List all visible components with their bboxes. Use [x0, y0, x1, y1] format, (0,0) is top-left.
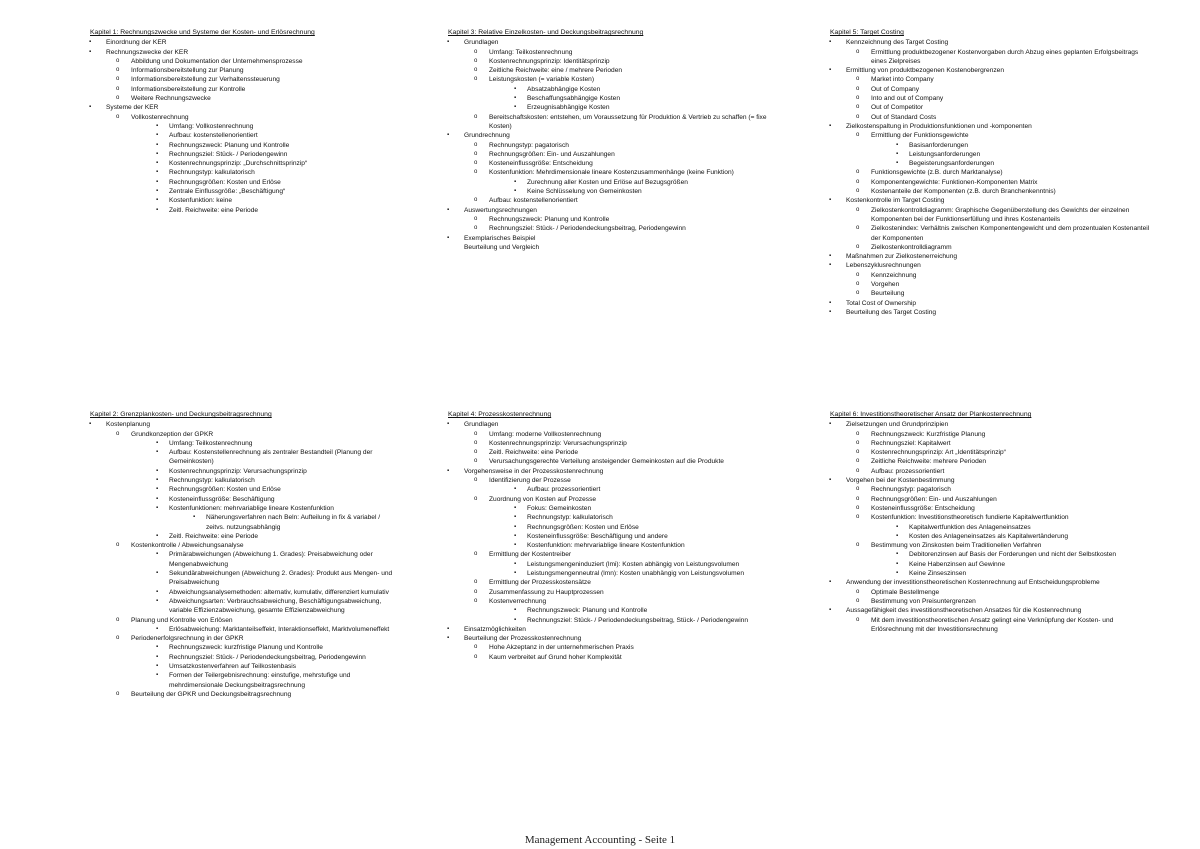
outline-item: o Kostenanteile der Komponenten (z.B. durch Branchenkenntnis): [830, 187, 1150, 196]
outline-item: o Grundkonzeption der GPKR: [90, 430, 400, 439]
outline-item: ▪ Auswertungsrechnungen: [448, 206, 778, 215]
outline-item: o Out of Competitor: [830, 103, 1150, 112]
outline-item: o Ermittlung der Funktionsgewichte: [830, 131, 1150, 140]
outline-item: o Zeitliche Reichweite: eine / mehrere Perioden: [448, 66, 778, 75]
outline-item: o Periodenerfolgsrechnung in der GPKR: [90, 634, 400, 643]
section-kapitel-3: [448, 28, 778, 252]
outline-item: ▪ Leistungsanforderungen: [830, 150, 1150, 159]
outline-item: ▪ Rechnungszwecke der KER: [90, 48, 400, 57]
outline-item: o Into and out of Company: [830, 94, 1150, 103]
outline-item: o Zeitliche Reichweite: mehrere Perioden: [830, 457, 1150, 466]
outline-item: o Planung und Kontrolle von Erlösen: [90, 616, 400, 625]
outline-item: ▪ Rechnungsziel: Stück- / Periodendeckungsbeitrag, Periodengewinn: [90, 653, 400, 662]
outline-item: o Zusammenfassung zu Hauptprozessen: [448, 588, 768, 597]
outline-item: ▪ Leistungsmengenneutral (lmn): Kosten unabhängig von Leistungsvolumen: [448, 569, 768, 578]
outline-item: o Rechnungszweck: Planung und Kontrolle: [448, 215, 778, 224]
outline-item: ▪ Umfang: Teilkostenrechnung: [90, 439, 400, 448]
outline-item: ▪ Kapitalwertfunktion des Anlageneinsatzes: [830, 523, 1150, 532]
outline-item: ▪ Rechnungsgrößen: Kosten und Erlöse: [90, 178, 400, 187]
outline-item: o Kennzeichnung: [830, 271, 1150, 280]
outline-item: o Hohe Akzeptanz in der unternehmerischen Praxis: [448, 643, 768, 652]
outline-item: ▪ Anwendung der investitionstheoretischen Kostenrechnung auf Entscheidungsprobleme: [830, 578, 1150, 587]
outline-item: ▪ Erlösabweichung: Marktanteilseffekt, Interaktionseffekt, Marktvolumeneffekt: [90, 625, 400, 634]
outline-item: ▪ Kostenkontrolle im Target Costing: [830, 196, 1150, 205]
outline-list: [448, 38, 778, 252]
outline-item: o Bestimmung von Zinskosten beim Traditionellen Verfahren: [830, 541, 1150, 550]
outline-item: o Informationsbereitstellung zur Verhaltenssteuerung: [90, 75, 400, 84]
outline-item: ▪ Einordnung der KER: [90, 38, 400, 47]
outline-item: o Rechnungsgrößen: Ein- und Auszahlungen: [448, 150, 778, 159]
outline-item: o Ermittlung produktbezogener Kostenvorgaben durch Abzug eines geplanten Erfolgsbeitrags eines Zielpreises: [830, 48, 1150, 67]
outline-item: ▪ Erzeugnisabhängige Kosten: [448, 103, 778, 112]
outline-item: ▪ Kostenfunktion: mehrvariablige lineare Kostenfunktion: [448, 541, 768, 550]
outline-item: ▪ Leistungsmengeninduziert (lmi): Kosten abhängig von Leistungsvolumen: [448, 560, 768, 569]
outline-item: ▪ Näherungsverfahren nach Beln: Aufteilung in fix & variabel / zeitvs. nutzungsabhängig: [90, 513, 400, 532]
outline-item: ▪ Aufbau: prozessorientiert: [448, 485, 768, 494]
outline-item: o Zielkostenkontrolldiagramm: Graphische Gegenüberstellung des Gewichts der einzelnen Komponenten bei der Funktionserfüllung und ihres Kostenanteils: [830, 206, 1150, 225]
outline-item: o Weitere Rechnungszwecke: [90, 94, 400, 103]
outline-item: ▪ Debitorenzinsen auf Basis der Forderungen und nicht der Selbstkosten: [830, 550, 1150, 559]
outline-item: ▪ Umfang: Vollkostenrechnung: [90, 122, 400, 131]
outline-item: ▪ Zeitl. Reichweite: eine Periode: [90, 532, 400, 541]
outline-item: ▪ Grundlagen: [448, 38, 778, 47]
outline-item: ▪ Formen der Teilergebnisrechnung: einstufige, mehrstufige und mehrdimensionale Deckungsbeitragsrechnung: [90, 671, 400, 690]
outline-item: ▪ Keine Zinseszinsen: [830, 569, 1150, 578]
outline-item: ▪ Kosteneinflussgröße: Beschäftigung: [90, 495, 400, 504]
outline-item: o Out of Company: [830, 85, 1150, 94]
outline-item: o Kosteneinflussgröße: Entscheidung: [830, 504, 1150, 513]
outline-item: ▪ Umsatzkostenverfahren auf Teilkostenbasis: [90, 662, 400, 671]
outline-item: ▪ Beurteilung des Target Costing: [830, 308, 1150, 317]
outline-item: ▪ Zentrale Einflussgröße: „Beschäftigung“: [90, 187, 400, 196]
outline-item: o Informationsbereitstellung zur Kontrolle: [90, 85, 400, 94]
outline-item: ▪ Vorgehensweise in der Prozesskostenrechnung: [448, 467, 768, 476]
outline-item: ▪ Kostenfunktion: keine: [90, 196, 400, 205]
outline-item: o Beurteilung der GPKR und Deckungsbeitragsrechnung: [90, 690, 400, 699]
section-title: Kapitel 1: Rechnungszwecke und Systeme der Kosten- und Erlösrechnung: [90, 29, 315, 36]
outline-item: ▪ Kostenfunktionen: mehrvariablige lineare Kostenfunktion: [90, 504, 400, 513]
outline-item: o Bestimmung von Preisuntergrenzen: [830, 597, 1150, 606]
section-title: Kapitel 4: Prozesskostenrechnung: [448, 411, 552, 418]
outline-item: o Beurteilung: [830, 289, 1150, 298]
outline-item: o Zielkostenkontrolldiagramm: [830, 243, 1150, 252]
outline-item: ▪ Aufbau: Kostenstellenrechnung als zentraler Bestandteil (Planung der Gemeinkosten): [90, 448, 400, 467]
outline-item: o Market into Company: [830, 75, 1150, 84]
outline-item: ▪ Beschaffungsabhängige Kosten: [448, 94, 778, 103]
outline-item: o Kostenverrechnung: [448, 597, 768, 606]
outline-item: ▪ Rechnungszweck: kurzfristige Planung und Kontrolle: [90, 643, 400, 652]
outline-item: o Rechnungsziel: Stück- / Periodendeckungsbeitrag, Periodengewinn: [448, 224, 778, 233]
outline-item: ▪ Kosteneinflussgröße: Beschäftigung und andere: [448, 532, 768, 541]
outline-item: o Aufbau: prozessorientiert: [830, 467, 1150, 476]
outline-item: o Kostenrechnungsprinzip: Verursachungsprinzip: [448, 439, 768, 448]
outline-list: [90, 420, 400, 699]
outline-list: [830, 420, 1150, 634]
outline-item: o Ermittlung der Prozesskostensätze: [448, 578, 768, 587]
outline-item: o Out of Standard Costs: [830, 113, 1150, 122]
outline-item: ▪ Vorgehen bei der Kostenbestimmung: [830, 476, 1150, 485]
outline-item: o Zeitl. Reichweite: eine Periode: [448, 448, 768, 457]
outline-item: ▪ Aufbau: kostenstellenorientiert: [90, 131, 400, 140]
outline-item: ▪ Abweichungsanalysemethoden: alternativ, kumulativ, differenziert kumulativ: [90, 588, 400, 597]
section-kapitel-6: [830, 410, 1150, 634]
outline-item: ▪ Rechnungstyp: kalkulatorisch: [90, 168, 400, 177]
section-title: Kapitel 3: Relative Einzelkosten- und Deckungsbeitragsrechnung: [448, 29, 644, 36]
outline-item: ▪ Begeisterungsanforderungen: [830, 159, 1150, 168]
outline-item: ▪ Rechnungstyp: kalkulatorisch: [90, 476, 400, 485]
outline-item: o Leistungskosten (= variable Kosten): [448, 75, 778, 84]
outline-item: o Verursachungsgerechte Verteilung ansteigender Gemeinkosten auf die Produkte: [448, 457, 768, 466]
section-kapitel-4: [448, 410, 768, 662]
outline-item: o Zielkostenindex: Verhältnis zwischen Komponentengewicht und dem prozentualen Kostenanteil der Komponenten: [830, 224, 1150, 243]
outline-item: o Zuordnung von Kosten auf Prozesse: [448, 495, 768, 504]
outline-list: [448, 420, 768, 662]
outline-item: Beurteilung und Vergleich: [464, 243, 540, 251]
outline-list: [90, 38, 400, 215]
section-title: Kapitel 2: Grenzplankosten- und Deckungsbeitragsrechnung: [90, 411, 272, 418]
outline-item: o Kostenrechnungsprinzip: Art „Identitätsprinzip“: [830, 448, 1150, 457]
outline-item: ▪ Abweichungsarten: Verbrauchsabweichung, Beschäftigungsabweichung, variable Effizienzabweichung, gesamte Effizienzabweichung: [90, 597, 400, 616]
outline-item: ▪ Ermittlung von produktbezogenen Kostenobergrenzen: [830, 66, 1150, 75]
section-kapitel-1: [90, 28, 400, 215]
section-title: Kapitel 5: Target Costing: [830, 29, 904, 36]
outline-item: ▪ Fokus: Gemeinkosten: [448, 504, 768, 513]
outline-item: ▪ Kostenplanung: [90, 420, 400, 429]
outline-item: o Kaum verbreitet auf Grund hoher Komplexität: [448, 653, 768, 662]
outline-item: ▪ Rechnungstyp: kalkulatorisch: [448, 513, 768, 522]
outline-item: ▪ Zielsetzungen und Grundprinzipien: [830, 420, 1150, 429]
outline-item: ▪ Einsatzmöglichkeiten: [448, 625, 768, 634]
outline-item: o Kostenfunktion: Mehrdimensionale lineare Kostenzusammenhänge (keine Funktion): [448, 168, 778, 177]
outline-item: o Bereitschaftskosten: entstehen, um Voraussetzung für Produktion & Vertrieb zu schaffen (= fixe Kosten): [448, 113, 778, 132]
outline-item: o Rechnungstyp: pagatorisch: [448, 141, 778, 150]
page-footer: Management Accounting - Seite 1: [524, 834, 676, 846]
outline-item: ▪ Sekundärabweichungen (Abweichung 2. Grades): Produkt aus Mengen- und Preisabweichung: [90, 569, 400, 588]
outline-item: o Funktionsgewichte (z.B. durch Marktanalyse): [830, 168, 1150, 177]
outline-item: ▪ Basisanforderungen: [830, 141, 1150, 150]
outline-item: ▪ Zielkostenspaltung in Produktionsfunktionen und -komponenten: [830, 122, 1150, 131]
outline-item: ▪ Rechnungsziel: Stück- / Periodendeckungsbeitrag, Stück- / Periodengewinn: [448, 616, 768, 625]
outline-item: ▪ Beurteilung der Prozesskostenrechnung: [448, 634, 768, 643]
outline-item: o Rechnungsziel: Kapitalwert: [830, 439, 1150, 448]
outline-item: ▪ Lebenszyklusrechnungen: [830, 261, 1150, 270]
outline-item: o Aufbau: kostenstellenorientiert: [448, 196, 778, 205]
outline-item: ▪ Rechnungsgrößen: Kosten und Erlöse: [90, 485, 400, 494]
outline-item: o Rechnungszweck: Kurzfristige Planung: [830, 430, 1150, 439]
outline-item: ▪ Aussagefähigkeit des investitionstheoretischen Ansatzes für die Kostenrechnung: [830, 606, 1150, 615]
outline-item: o Informationsbereitstellung zur Planung: [90, 66, 400, 75]
outline-item: o Vorgehen: [830, 280, 1150, 289]
outline-item: o Vollkostenrechnung: [90, 113, 400, 122]
outline-item: ▪ Grundlagen: [448, 420, 768, 429]
outline-item: ▪ Kostenrechnungsprinzip: „Durchschnittsprinzip“: [90, 159, 400, 168]
outline-item: ▪ Kosten des Anlageneinsatzes als Kapitalwertänderung: [830, 532, 1150, 541]
outline-item: ▪ Zeitl. Reichweite: eine Periode: [90, 206, 400, 215]
outline-item: ▪ Maßnahmen zur Zielkostenerreichung: [830, 252, 1150, 261]
outline-item: o Ermittlung der Kostentreiber: [448, 550, 768, 559]
outline-item: o Kostenkontrolle / Abweichungsanalyse: [90, 541, 400, 550]
outline-item: ▪ Rechnungsziel: Stück- / Periodengewinn: [90, 150, 400, 159]
outline-item: o Mit dem investitionstheoretischen Ansatz gelingt eine Verknüpfung der Kosten- und Erlösrechnung mit der Investitionsrechnung: [830, 616, 1150, 635]
outline-item: o Rechnungsgrößen: Ein- und Auszahlungen: [830, 495, 1150, 504]
outline-item: o Kosteneinflussgröße: Entscheidung: [448, 159, 778, 168]
outline-item: o Abbildung und Dokumentation der Unternehmensprozesse: [90, 57, 400, 66]
outline-item: ▪ Absatzabhängige Kosten: [448, 85, 778, 94]
outline-item: ▪ Kennzeichnung des Target Costing: [830, 38, 1150, 47]
outline-item: o Kostenfunktion: Investitionstheoretisch fundierte Kapitalwertfunktion: [830, 513, 1150, 522]
outline-item: o Umfang: Teilkostenrechnung: [448, 48, 778, 57]
outline-item: ▪ Rechnungszweck: Planung und Kontrolle: [448, 606, 768, 615]
outline-item: o Identifizierung der Prozesse: [448, 476, 768, 485]
section-kapitel-5: [830, 28, 1150, 317]
outline-item: ▪ Keine Schlüsselung von Gemeinkosten: [448, 187, 778, 196]
outline-list: [830, 38, 1150, 317]
outline-item: o Umfang: moderne Vollkostenrechnung: [448, 430, 768, 439]
outline-item: ▪ Exemplarisches Beispiel: [448, 234, 778, 243]
outline-item: ▪ Rechnungszweck: Planung und Kontrolle: [90, 141, 400, 150]
outline-item: o Komponentengewichte: Funktionen-Komponenten Matrix: [830, 178, 1150, 187]
outline-item: ▪ Primärabweichungen (Abweichung 1. Grades): Preisabweichung oder Mengenabweichung: [90, 550, 400, 569]
outline-item: o Optimale Bestellmenge: [830, 588, 1150, 597]
outline-item: ▪ Kostenrechnungsprinzip: Verursachungsprinzip: [90, 467, 400, 476]
outline-item: ▪ Grundrechnung: [448, 131, 778, 140]
outline-item: o Rechnungstyp: pagatorisch: [830, 485, 1150, 494]
outline-item: ▪ Total Cost of Ownership: [830, 299, 1150, 308]
outline-item: ▪ Systeme der KER: [90, 103, 400, 112]
outline-item: o Kostenrechnungsprinzip: Identitätsprinzip: [448, 57, 778, 66]
section-kapitel-2: [90, 410, 400, 699]
outline-item: ▪ Zurechnung aller Kosten und Erlöse auf Bezugsgrößen: [448, 178, 778, 187]
outline-item: ▪ Rechnungsgrößen: Kosten und Erlöse: [448, 523, 768, 532]
section-title: Kapitel 6: Investitionstheoretischer Ansatz der Plankostenrechnung: [830, 411, 1032, 418]
outline-item: ▪ Keine Habenzinsen auf Gewinne: [830, 560, 1150, 569]
